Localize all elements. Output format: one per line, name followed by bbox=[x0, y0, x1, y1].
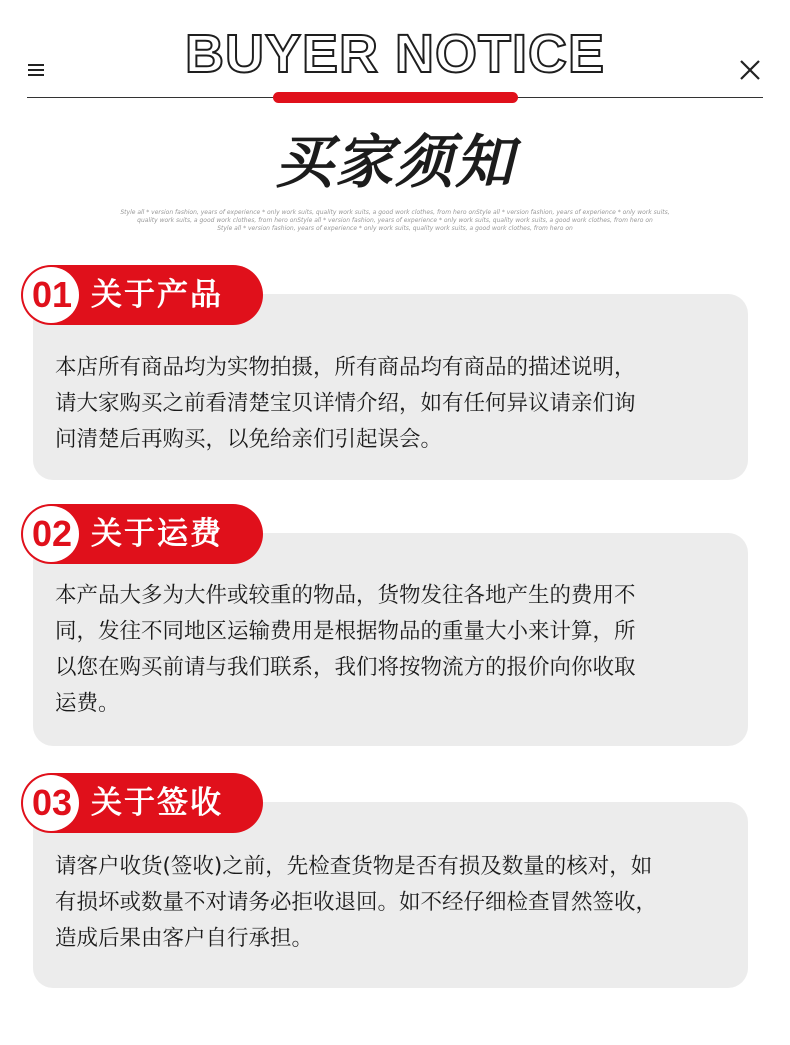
section-body-line: 以您在购买前请与我们联系，我们将按物流方的报价向你收取 bbox=[55, 655, 636, 680]
page-title: 买家须知 bbox=[274, 128, 515, 196]
section-body-line: 本店所有商品均为实物拍摄，所有商品均有商品的描述说明， bbox=[55, 355, 636, 380]
section-body bbox=[55, 849, 734, 957]
section-badge-shipping bbox=[21, 504, 263, 564]
section-title: 关于签收 bbox=[91, 785, 223, 821]
section-body-line: 请客户收货(签收)之前，先检查货物是否有损及数量的核对，如 bbox=[55, 854, 653, 879]
section-body-line: 运费。 bbox=[55, 691, 120, 716]
section-body-line: 同，发往不同地区运输费用是根据物品的重量大小来计算，所 bbox=[55, 619, 636, 644]
section-body bbox=[55, 578, 734, 722]
section-body-line: 问清楚后再购买，以免给亲们引起误会。 bbox=[55, 427, 443, 452]
subtitle-line: Style all * version fashion, years of experience * only work suits, quality work suits, a good work clothes, from hero on bbox=[217, 225, 573, 232]
section-body-line: 有损坏或数量不对请务必拒收退回。如不经仔细检查冒然签收， bbox=[55, 890, 658, 915]
section-number: 03 bbox=[31, 782, 73, 823]
section-body-line: 请大家购买之前看清楚宝贝详情介绍，如有任何异议请亲们询 bbox=[55, 391, 636, 416]
section-body-line: 本产品大多为大件或较重的物品，货物发往各地产生的费用不 bbox=[55, 583, 636, 608]
section-number: 01 bbox=[31, 274, 73, 315]
section-card-shipping bbox=[33, 533, 748, 746]
subtitle-line: Style all * version fashion, years of experience * only work suits, quality work suits, a good work clothes, from hero onStyle all * version fashion, years of experience * only work suits, bbox=[120, 209, 670, 216]
close-icon-glyph bbox=[738, 58, 762, 82]
section-badge-receipt bbox=[21, 773, 263, 833]
header-accent-bar bbox=[273, 92, 518, 103]
section-title: 关于运费 bbox=[91, 516, 223, 552]
section-title: 关于产品 bbox=[91, 277, 223, 313]
section-body bbox=[55, 350, 734, 458]
section-badge-product bbox=[21, 265, 263, 325]
section-body-line: 造成后果由客户自行承担。 bbox=[55, 926, 314, 951]
header-title: BUYER NOTICE bbox=[184, 24, 606, 84]
subtitle-line: quality work suits, a good work clothes, from hero onStyle all * version fashion, years of experience * only work suits, quality work suits, a good work clothes, from hero on bbox=[137, 217, 653, 224]
close-icon[interactable] bbox=[738, 58, 762, 82]
section-number: 02 bbox=[31, 513, 73, 554]
